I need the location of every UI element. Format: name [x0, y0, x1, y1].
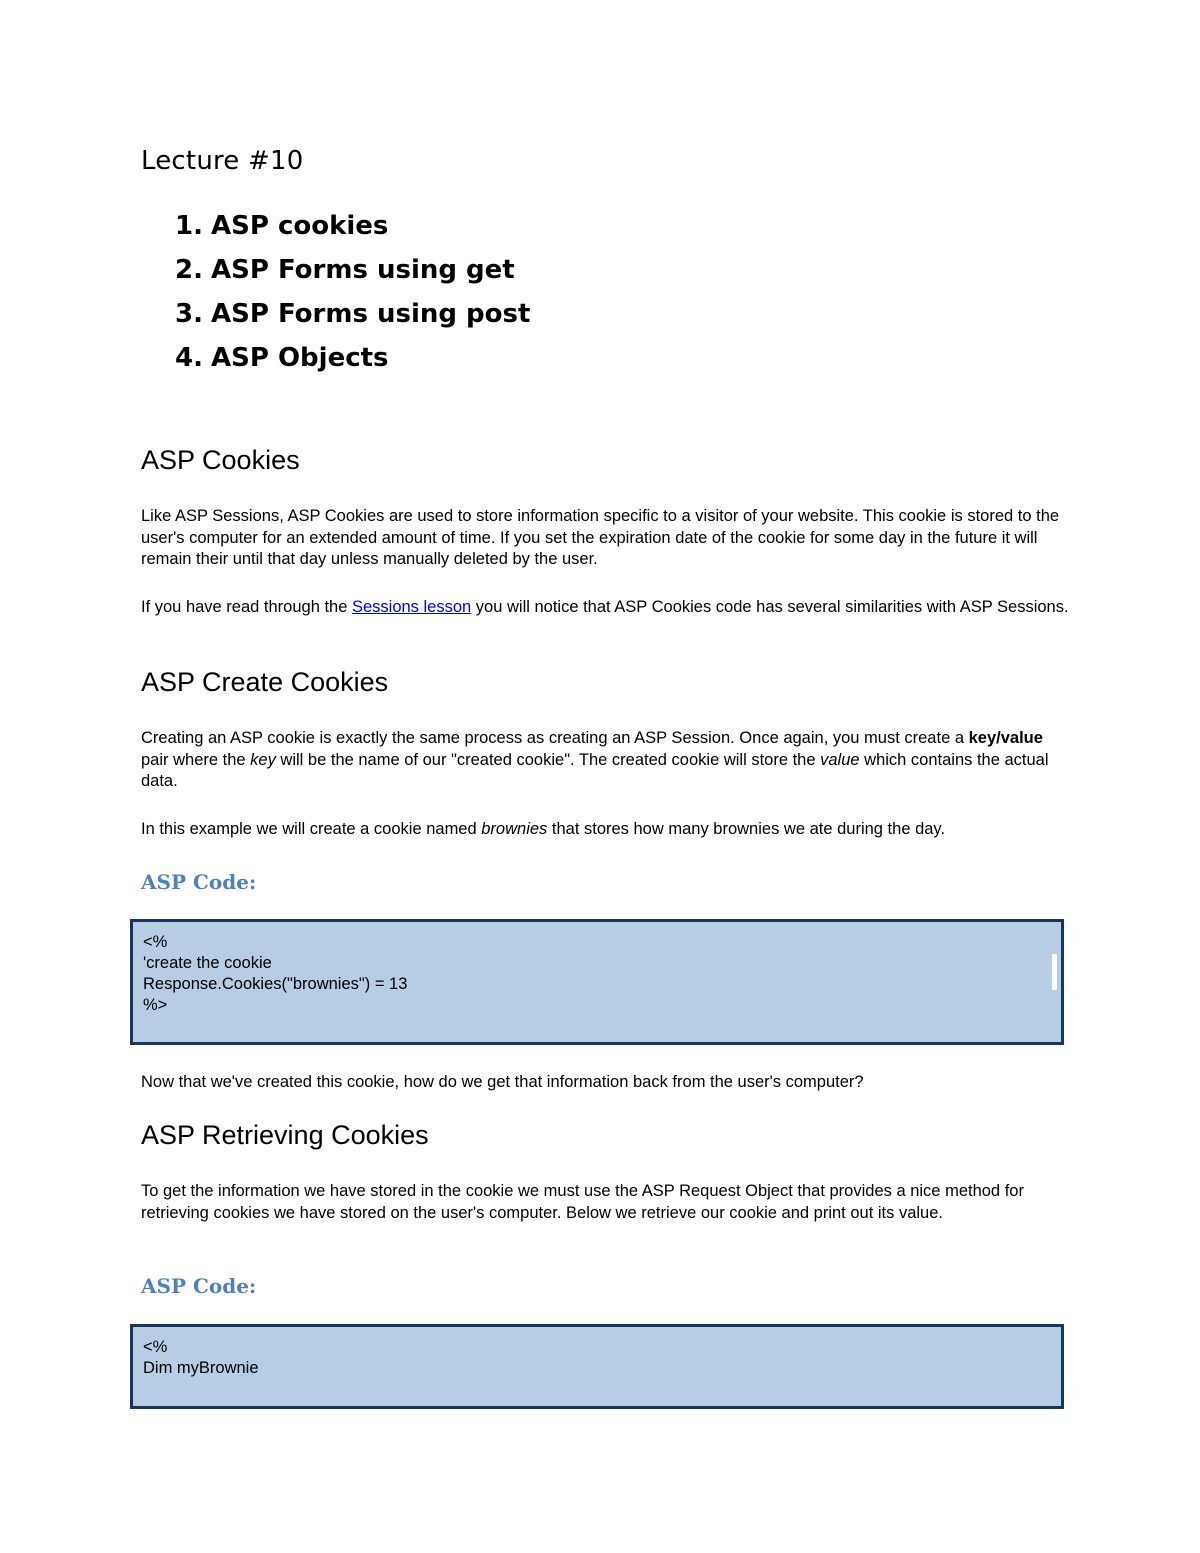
topic-list [175, 208, 530, 384]
list-item [175, 208, 530, 252]
topic-number: 1. [175, 211, 203, 241]
italic-term-brownies: brownies [481, 820, 548, 838]
cookies-sessions-paragraph [141, 597, 1071, 619]
heading-asp-create-cookies: ASP Create Cookies [141, 667, 389, 697]
text-span: Creating an ASP cookie is exactly the same process as creating an ASP Session. Once again, you must create a [141, 729, 969, 747]
bold-term-key-value: key/value [968, 729, 1043, 747]
retrieve-intro-paragraph: To get the information we have stored in the cookie we must use the ASP Request Object that provides a nice method for retrieving cookies we have stored on the user's computer. Below we retrieve our cookie and print out its value. [141, 1182, 1024, 1222]
text-span: In this example we will create a cookie named [141, 820, 482, 838]
list-item [175, 252, 530, 296]
lecture-title: Lecture #10 [141, 146, 304, 176]
topic-number: 2. [175, 255, 203, 285]
cookies-intro-paragraph: Like ASP Sessions, ASP Cookies are used to store information specific to a visitor of your website. This cookie is stored to the user's computer for an extended amount of time. If you set the expiration date of the cookie for some day in the future it will remain their until that day unless manually deleted by the user. [141, 507, 1060, 568]
code-label-retrieve: ASP Code: [141, 1274, 257, 1298]
topic-label: ASP Forms using get [211, 255, 515, 285]
topic-number: 4. [175, 343, 203, 373]
topic-label: ASP cookies [211, 211, 389, 241]
code-block-retrieve [130, 1324, 1064, 1409]
code-block-create [130, 919, 1064, 1045]
scroll-edge-marker [1052, 954, 1057, 990]
code-text-create: <% 'create the cookie Response.Cookies("brownies") = 13 %> [143, 933, 408, 1014]
text-span: pair where the [141, 750, 251, 769]
topic-number: 3. [175, 299, 203, 329]
italic-term-value: value [820, 750, 860, 769]
topic-label: ASP Forms using post [211, 299, 531, 329]
text-span: that stores how many brownies we ate during the day. [547, 820, 946, 838]
sessions-lesson-link[interactable]: Sessions lesson [351, 598, 472, 616]
create-example-paragraph [141, 819, 1071, 841]
after-code-paragraph: Now that we've created this cookie, how do we get that information back from the user's computer? [141, 1073, 864, 1091]
text-span: will be the name of our "created cookie". The created cookie will store the [275, 750, 821, 769]
topic-label: ASP Objects [211, 343, 389, 373]
text-span: If you have read through the [141, 598, 352, 616]
create-intro-paragraph [141, 728, 1071, 793]
code-label-create: ASP Code: [141, 870, 257, 894]
text-span: you will notice that ASP Cookies code has several similarities with ASP Sessions. [471, 598, 1069, 616]
heading-asp-retrieving-cookies: ASP Retrieving Cookies [141, 1120, 429, 1150]
heading-asp-cookies: ASP Cookies [141, 445, 300, 475]
code-text-retrieve: <% Dim myBrownie [143, 1338, 259, 1377]
list-item [175, 340, 530, 384]
italic-term-key: key [250, 750, 276, 769]
text-span: which contains the actual data. [141, 750, 1049, 790]
list-item [175, 296, 530, 340]
